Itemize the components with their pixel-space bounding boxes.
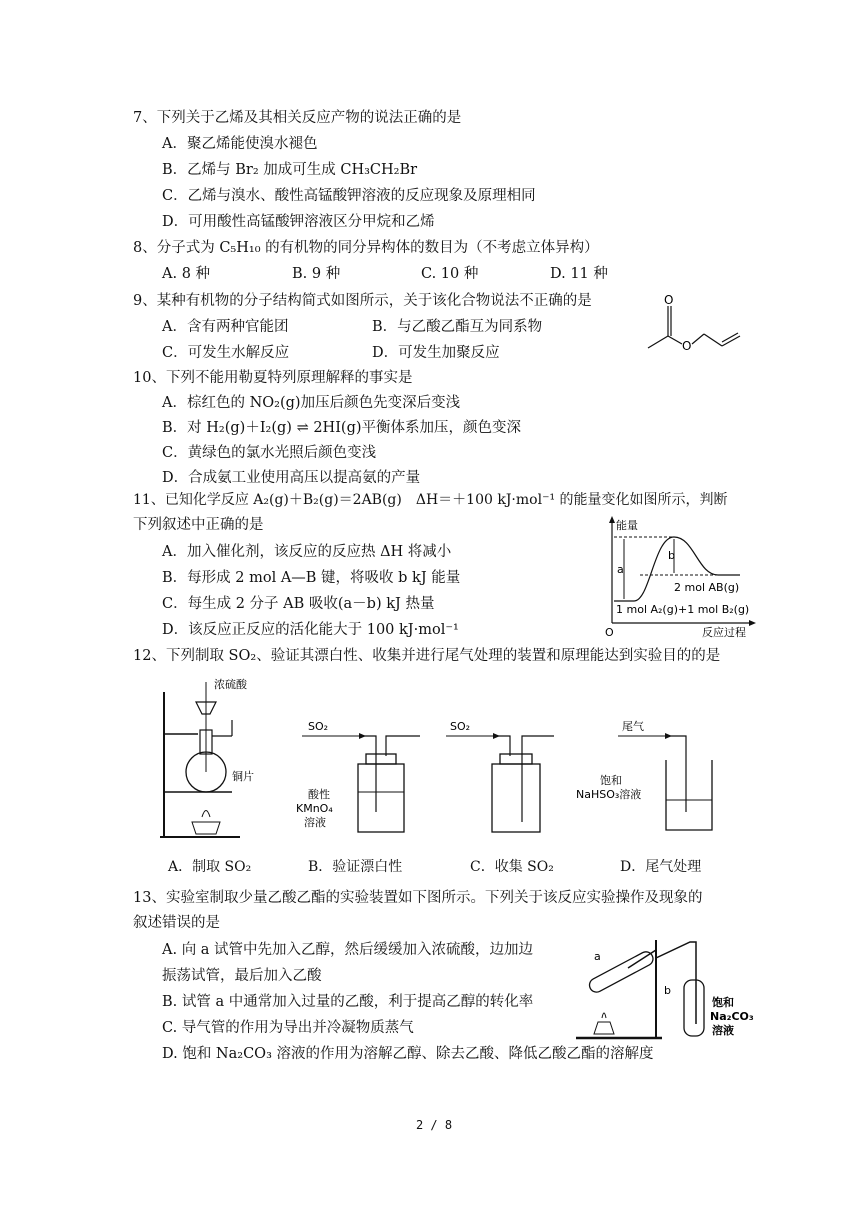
q13-stem: 13、实验室制取少量乙酸乙酯的实验装置如下图所示。下列关于该反应实验操作及现象的 bbox=[133, 890, 703, 906]
q11-energy-diagram bbox=[600, 515, 760, 643]
q9-option-c: C．可发生水解反应 bbox=[162, 345, 290, 361]
nahso3-label-1: 饱和 bbox=[600, 774, 622, 787]
sat-label: 饱和 bbox=[712, 996, 734, 1009]
a-label: a bbox=[617, 563, 624, 576]
ester-oxygen-label: O bbox=[682, 339, 692, 353]
solution-label: 溶液 bbox=[712, 1024, 734, 1037]
page-number: 2 / 8 bbox=[415, 1118, 453, 1132]
q10-option-c: C．黄绿色的氯水光照后颜色变浅 bbox=[162, 445, 377, 461]
q13-option-a-cont: 振荡试管，最后加入乙酸 bbox=[162, 968, 322, 984]
q12-apparatus-figure bbox=[150, 672, 770, 847]
q9-structure-figure bbox=[640, 290, 750, 360]
q11-option-d: D．该反应正反应的活化能大于 100 kJ·mol⁻¹ bbox=[162, 622, 459, 638]
q7-option-a: A．聚乙烯能使溴水褪色 bbox=[162, 136, 318, 152]
q11-stem-cont: 下列叙述中正确的是 bbox=[133, 517, 264, 533]
q9-option-b: B．与乙酸乙酯互为同系物 bbox=[372, 319, 543, 335]
tube-a-label: a bbox=[594, 950, 601, 963]
q10-option-d: D．合成氨工业使用高压以提高氨的产量 bbox=[162, 470, 421, 486]
q9-option-a: A．含有两种官能团 bbox=[162, 319, 289, 335]
origin-label: O bbox=[605, 626, 614, 639]
q13-option-b: B. 试管 a 中通常加入过量的乙酸，利于提高乙醇的转化率 bbox=[162, 994, 534, 1010]
carbonyl-oxygen-label: O bbox=[664, 293, 674, 307]
q10-stem: 10、下列不能用勒夏特列原理解释的事实是 bbox=[133, 370, 413, 386]
q8-option-a: A. 8 种 bbox=[162, 266, 211, 282]
so2-label-b: SO₂ bbox=[308, 720, 329, 733]
q8-stem: 8、分子式为 C₅H₁₀ 的有机物的同分异构体的数目为（不考虑立体异构） bbox=[133, 240, 599, 256]
tube-b-label: b bbox=[664, 984, 671, 997]
na2co3-label: Na₂CO₃ bbox=[710, 1010, 754, 1023]
q12-option-a: A．制取 SO₂ bbox=[168, 859, 252, 875]
q11-option-a: A．加入催化剂，该反应的反应热 ΔH 将减小 bbox=[162, 544, 452, 560]
q8-option-c: C. 10 种 bbox=[421, 266, 479, 282]
so2-label-c: SO₂ bbox=[450, 720, 471, 733]
energy-axis-label: 能量 bbox=[616, 519, 638, 532]
q10-option-b: B．对 H₂(g)＋I₂(g) ⇌ 2HI(g)平衡体系加压，颜色变深 bbox=[162, 420, 522, 436]
q11-stem: 11、已知化学反应 A₂(g)＋B₂(g)＝2AB(g) ΔH＝＋100 kJ·mol⁻¹ 的能量变化如图所示，判断 bbox=[133, 492, 728, 508]
q13-apparatus-figure bbox=[572, 920, 767, 1042]
q7-option-c: C．乙烯与溴水、酸性高锰酸钾溶液的反应现象及原理相同 bbox=[162, 188, 536, 204]
b-label: b bbox=[668, 549, 675, 562]
kmno4-label-3: 溶液 bbox=[304, 816, 326, 829]
q13-stem-cont: 叙述错误的是 bbox=[133, 915, 220, 931]
q11-option-c: C．每生成 2 分子 AB 吸收(a－b) kJ 热量 bbox=[162, 596, 435, 612]
q13-option-c: C. 导气管的作用为导出并冷凝物质蒸气 bbox=[162, 1020, 414, 1036]
conc-acid-label: 浓硫酸 bbox=[214, 678, 247, 691]
q9-option-d: D．可发生加聚反应 bbox=[372, 345, 500, 361]
q13-option-a: A. 向 a 试管中先加入乙醇，然后缓缓加入浓硫酸，边加边 bbox=[162, 942, 534, 958]
nahso3-label-2: NaHSO₃溶液 bbox=[576, 788, 642, 801]
reaction-axis-label: 反应过程 bbox=[702, 626, 746, 639]
q12-option-b: B．验证漂白性 bbox=[308, 859, 403, 875]
product-label: 2 mol AB(g) bbox=[674, 581, 740, 594]
q7-option-b: B．乙烯与 Br₂ 加成可生成 CH₃CH₂Br bbox=[162, 162, 418, 178]
q12-option-d: D．尾气处理 bbox=[620, 859, 702, 875]
tail-gas-label: 尾气 bbox=[622, 720, 644, 733]
kmno4-label-2: KMnO₄ bbox=[296, 802, 333, 815]
q10-option-a: A．棕红色的 NO₂(g)加压后颜色先变深后变浅 bbox=[162, 395, 461, 411]
q7-stem: 7、下列关于乙烯及其相关反应产物的说法正确的是 bbox=[133, 110, 462, 126]
reactant-label: 1 mol A₂(g)+1 mol B₂(g) bbox=[616, 603, 750, 616]
kmno4-label-1: 酸性 bbox=[308, 788, 330, 801]
q7-option-d: D．可用酸性高锰酸钾溶液区分甲烷和乙烯 bbox=[162, 214, 435, 230]
q8-option-b: B. 9 种 bbox=[292, 266, 341, 282]
q13-option-d: D. 饱和 Na₂CO₃ 溶液的作用为溶解乙醇、除去乙酸、降低乙酸乙酯的溶解度 bbox=[162, 1046, 654, 1062]
q8-option-d: D. 11 种 bbox=[550, 266, 608, 282]
q11-option-b: B．每形成 2 mol A—B 键，将吸收 b kJ 能量 bbox=[162, 570, 461, 586]
q12-option-c: C．收集 SO₂ bbox=[470, 859, 554, 875]
q12-stem: 12、下列制取 SO₂、验证其漂白性、收集并进行尾气处理的装置和原理能达到实验目的的是 bbox=[133, 648, 721, 664]
q9-stem: 9、某种有机物的分子结构简式如图所示，关于该化合物说法不正确的是 bbox=[133, 293, 592, 309]
copper-label: 铜片 bbox=[232, 770, 254, 783]
